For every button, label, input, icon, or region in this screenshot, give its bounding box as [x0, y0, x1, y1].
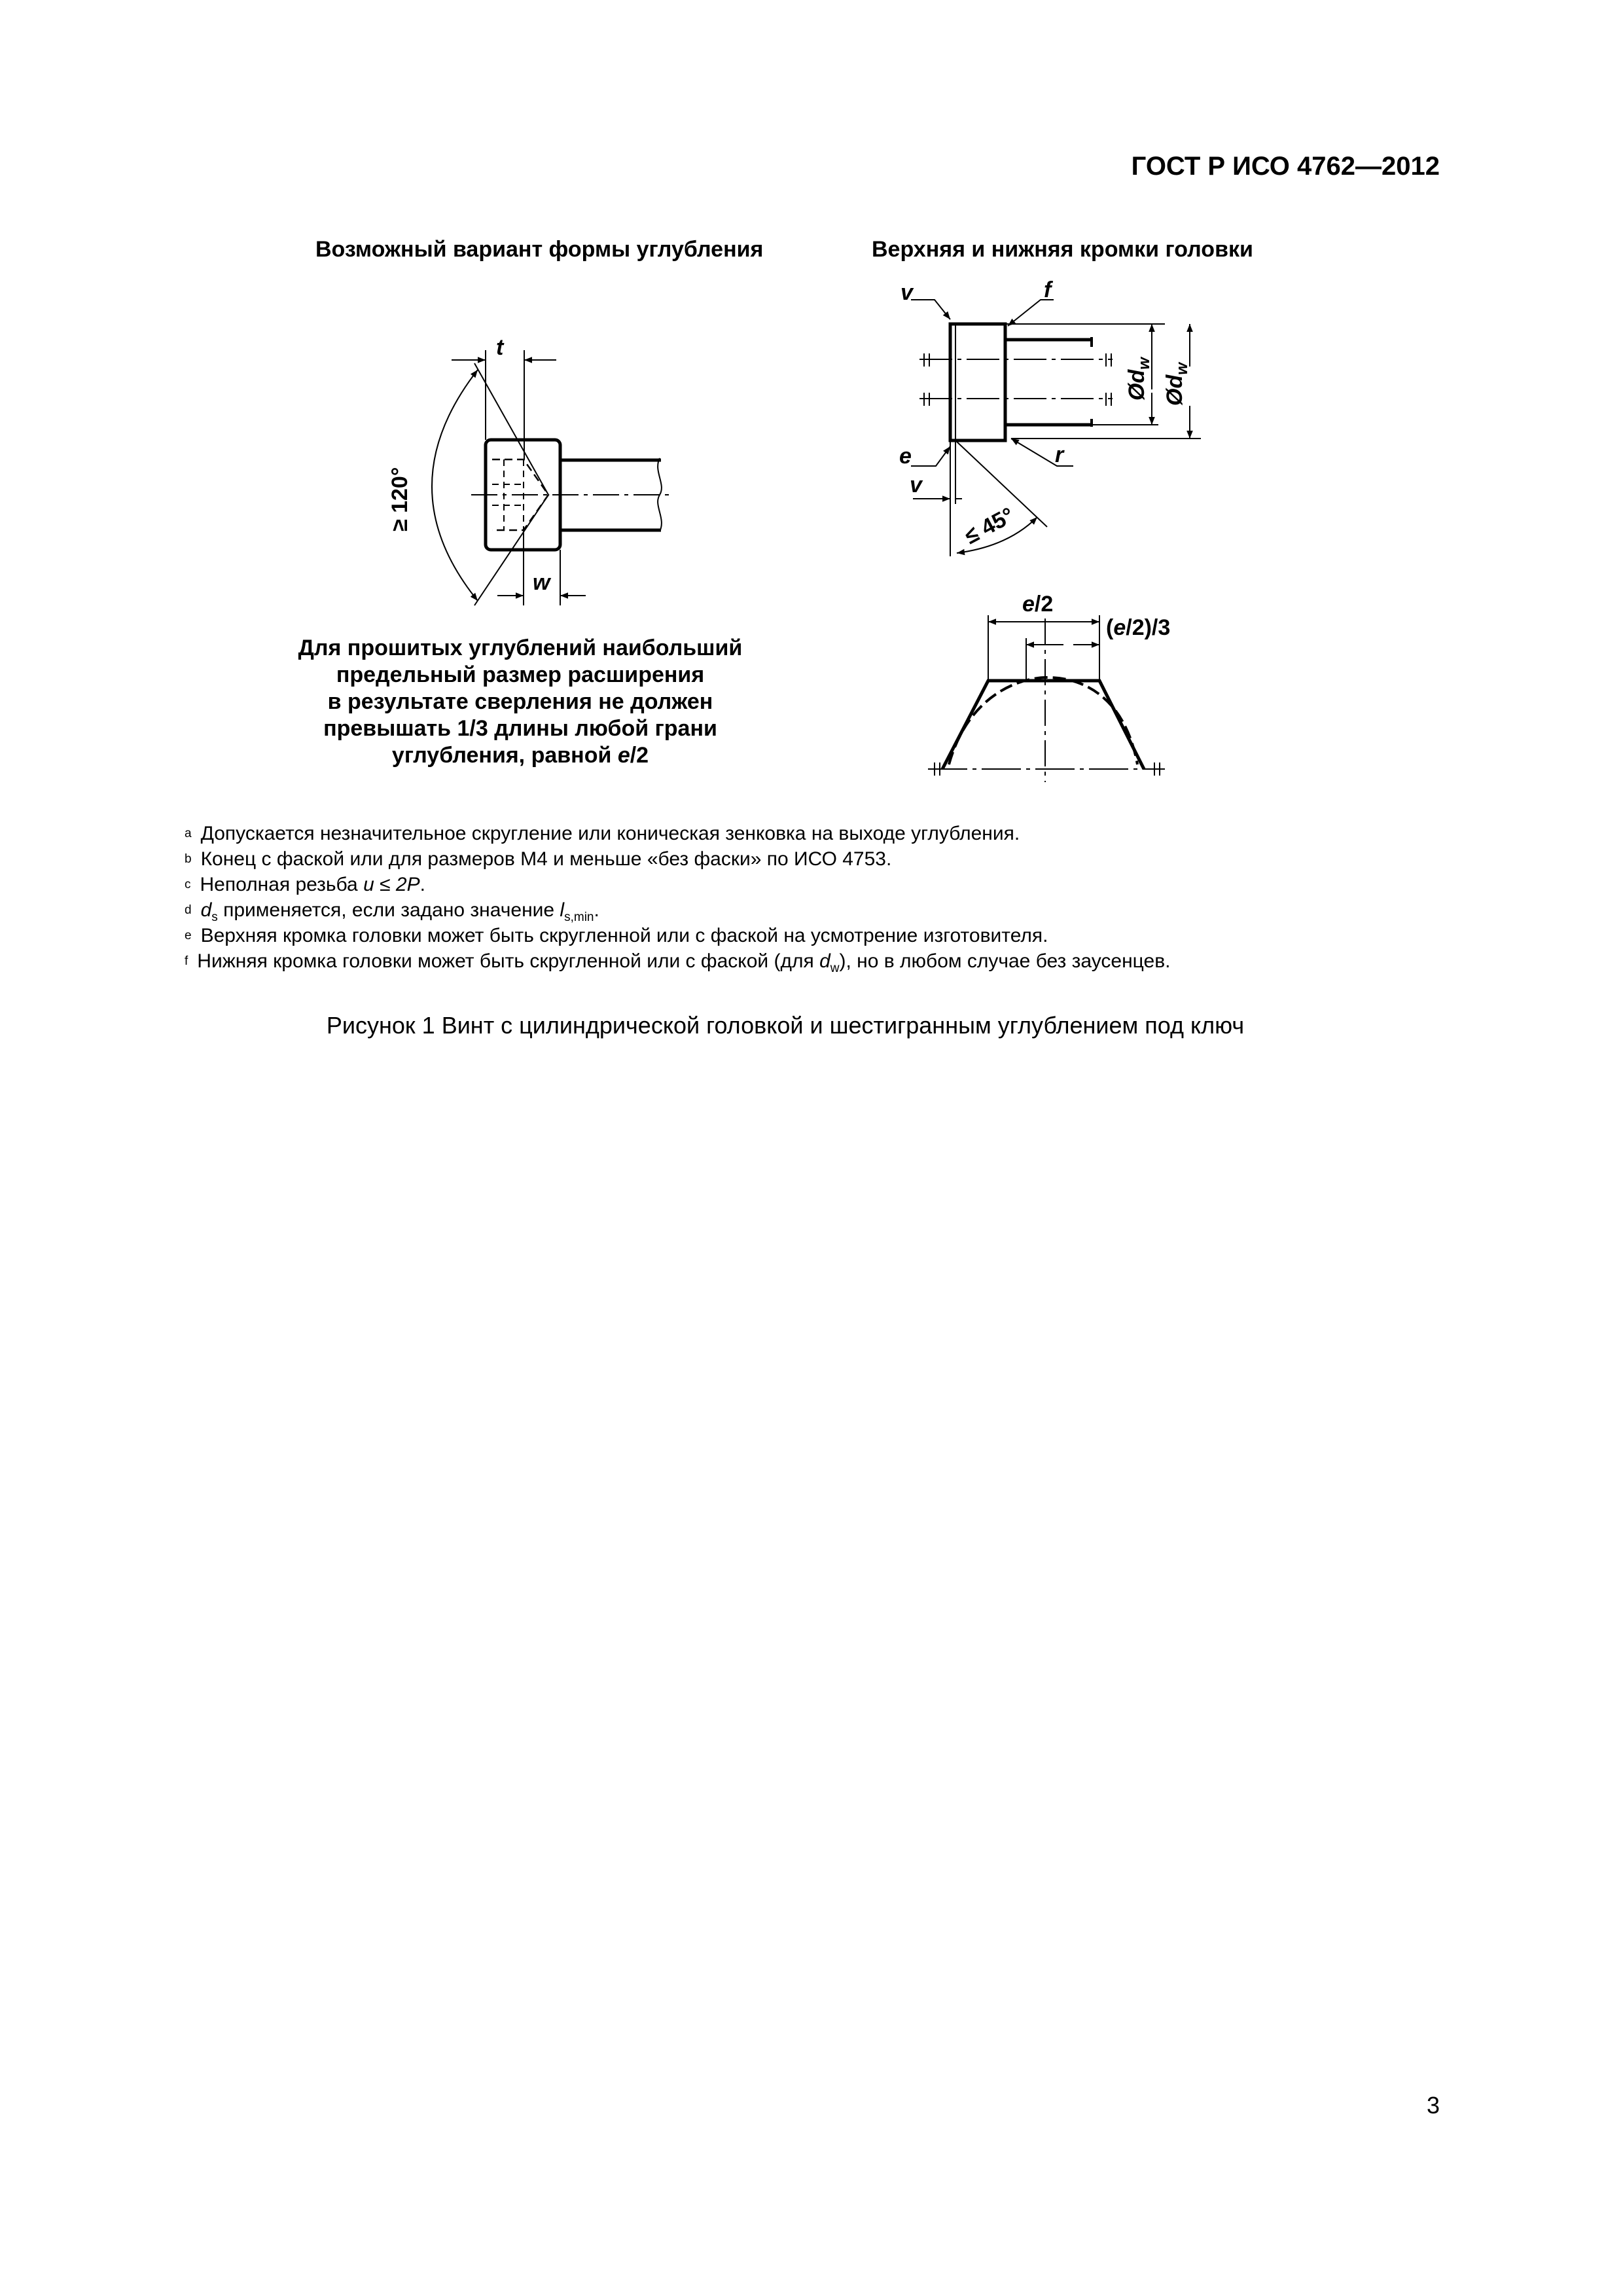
v-extension-lines — [950, 440, 955, 556]
label-r: r — [1055, 442, 1064, 467]
dim-dw-inner — [1124, 357, 1153, 401]
right-view-caption: Верхняя и нижняя кромки головки — [872, 237, 1253, 262]
recess-note — [275, 635, 766, 769]
leader-f — [1008, 300, 1054, 326]
label-v-bottom: v — [910, 473, 922, 497]
dw-outer-sub: w — [1173, 363, 1191, 375]
recess-note-line-1: Для прошитых углублений наибольший — [298, 636, 743, 660]
footnote-mark: f — [185, 954, 188, 968]
footnote-variable-2: l — [560, 899, 565, 921]
footnote-c — [185, 874, 425, 899]
footnote-e — [185, 925, 1048, 950]
footnote-subscript: s — [211, 910, 218, 924]
standard-designation: ГОСТ Р ИСО 4762—2012 — [1131, 152, 1440, 181]
shank-outline — [1005, 340, 1092, 425]
footnote-text: Конец с фаской или для размеров М4 и меньше «без фаски» по ИСО 4753. — [200, 848, 892, 870]
recess-note-line-5: углубления, равной e/2 — [391, 743, 649, 768]
footnote-a — [185, 823, 1020, 848]
label-e: e — [899, 444, 912, 469]
angle-label-45: ≤ 45° — [960, 503, 1018, 550]
footnote-mark: b — [185, 852, 192, 866]
footnote-mark: a — [185, 827, 192, 840]
recess-extension-lines — [988, 615, 1099, 681]
recess-profile — [942, 681, 1144, 769]
dim-dw-outer — [1162, 362, 1191, 406]
footnote-b — [185, 848, 891, 873]
footnote-text: Допускается незначительное скругление или коническая зенковка на выходе углубления. — [200, 823, 1020, 844]
footnote-tail: ), но в любом случае без заусенцев. — [839, 950, 1171, 972]
footnote-text: применяется, если задано значение — [217, 899, 560, 921]
t-extension-lines — [486, 350, 524, 459]
footnote-text: Верхняя кромка головки может быть скругленной или с фаской на усмотрение изготовителя. — [200, 925, 1048, 946]
dim-label-t: t — [496, 335, 504, 360]
footnote-mark: c — [185, 878, 191, 891]
label-v-top: v — [901, 280, 913, 305]
angle-label-120: ≥ 120° — [387, 467, 412, 531]
footnote-subscript-2: s,min — [564, 910, 594, 924]
dw-inner-text: Ød — [1124, 369, 1149, 401]
page-number: 3 — [1426, 2092, 1440, 2119]
figure-caption: Рисунок 1 Винт с цилиндрической головкой и шестигранным углублением под ключ — [326, 1012, 1245, 1039]
right-head-drawing — [911, 300, 1201, 556]
footnote-subscript: w — [830, 961, 840, 975]
dim-label-w: w — [533, 570, 550, 595]
label-f: f — [1044, 278, 1052, 302]
left-screw-drawing — [432, 350, 674, 605]
svg-text:Ødw — [1124, 357, 1153, 401]
footnote-mark: d — [185, 903, 192, 917]
drilled-profile — [949, 677, 1137, 764]
center-lines — [919, 359, 1113, 399]
label-e-half: e/2 — [1022, 592, 1054, 617]
recess-note-line-3: в результате сверления не должен — [327, 689, 713, 714]
footnote-text: Неполная резьба — [200, 874, 364, 895]
leader-e — [911, 446, 950, 466]
footnote-tail: . — [594, 899, 599, 921]
svg-text:Ødw — [1162, 362, 1191, 406]
footnote-mark: e — [185, 929, 192, 942]
footnote-variable: d — [200, 899, 212, 921]
recess-detail-drawing — [928, 615, 1165, 782]
footnote-f — [185, 950, 1170, 980]
footnote-text: Нижняя кромка головки может быть скругленной или с фаской (для — [197, 950, 820, 972]
footnote-tail: . — [419, 874, 425, 895]
leader-r — [1011, 439, 1073, 466]
recess-note-line-4: превышать 1/3 длины любой грани — [323, 716, 717, 741]
angle-arc-120 — [432, 370, 478, 601]
recess-note-line-2: предельный размер расширения — [336, 662, 705, 687]
label-e-third: (e/2)/3 — [1106, 615, 1171, 640]
leader-v-top — [911, 300, 950, 319]
left-view-caption: Возможный вариант формы углубления — [315, 237, 764, 262]
footnote-variable: d — [819, 950, 830, 972]
head-outline — [950, 324, 1005, 440]
dw-inner-sub: w — [1135, 357, 1153, 370]
footnote-variable: u ≤ 2P — [363, 874, 420, 895]
dw-outer-text: Ød — [1162, 374, 1187, 406]
